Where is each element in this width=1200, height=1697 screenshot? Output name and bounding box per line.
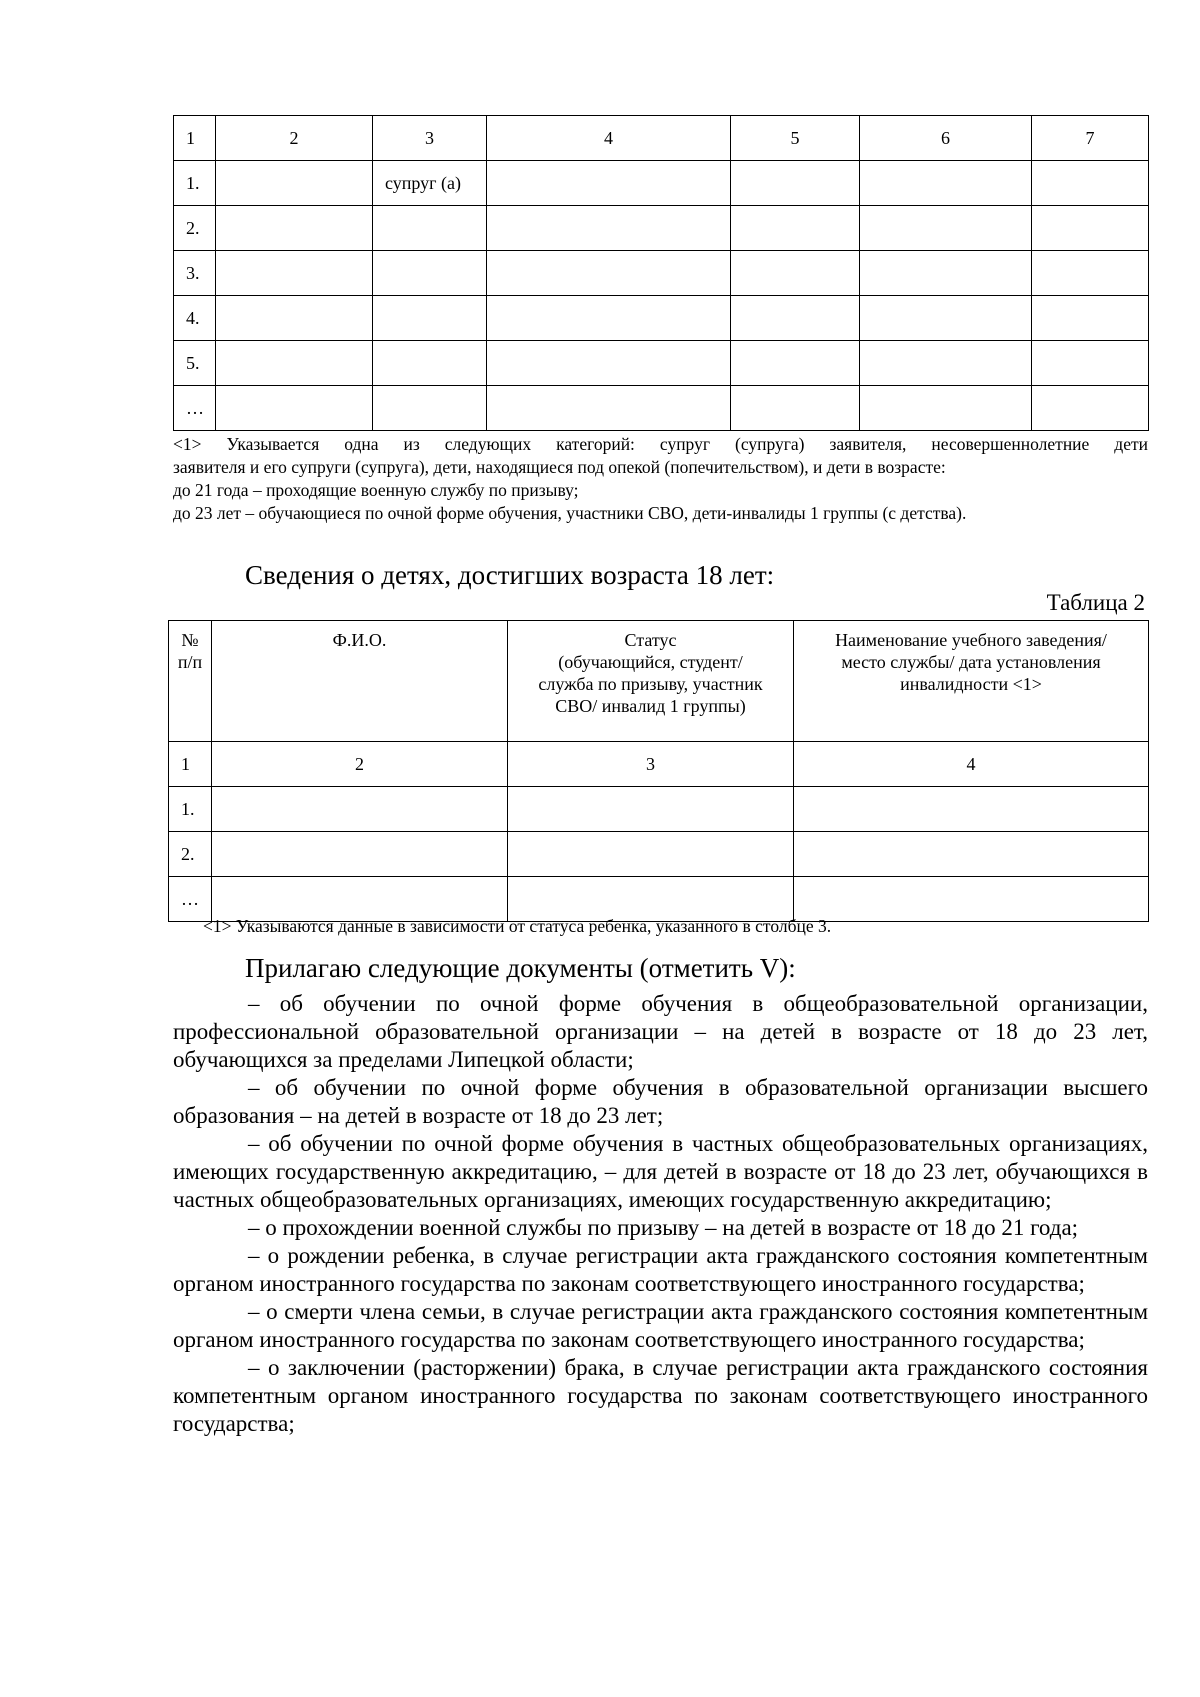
row-number: 4. [174,296,216,341]
table-cell[interactable] [212,832,508,877]
table1-header-cell: 5 [731,116,860,161]
table-cell[interactable] [1032,341,1149,386]
table2-number-cell: 4 [794,742,1149,787]
table1-header-cell: 2 [216,116,373,161]
table-cell[interactable] [216,161,373,206]
table-cell[interactable] [1032,296,1149,341]
table-cell[interactable] [216,206,373,251]
table1-header-cell: 4 [487,116,731,161]
table-cell[interactable] [860,161,1032,206]
table-cell[interactable] [508,787,794,832]
document-item: – об обучении по очной форме обучения в образовательной организации высшего образования – на детей в возрасте от 18 до 23 лет; [173,1075,1148,1128]
table-row [174,386,1149,431]
document-item: – о смерти члена семьи, в случае регистрации акта гражданского состояния компетентным органом иностранного государства по законам соответствующего иностранного государства; [173,1299,1148,1352]
table1-header-cell: 1 [174,116,216,161]
row-number: … [169,877,212,922]
section-heading-children: Сведения о детях, достигших возраста 18 лет: [245,560,775,590]
table2-header-cell: № п/п [169,621,212,742]
table-cell[interactable] [1032,161,1149,206]
table-cell[interactable] [1032,386,1149,431]
table-row [169,787,1149,832]
table-cell[interactable] [373,341,487,386]
table-row [174,206,1149,251]
document-item: – о рождении ребенка, в случае регистрации акта гражданского состояния компетентным органом иностранного государства по законам соответствующего иностранного государства; [173,1243,1148,1296]
table-cell[interactable] [508,877,794,922]
table-cell[interactable] [212,877,508,922]
table2-number-cell: 1 [169,742,212,787]
table-cell[interactable] [794,877,1149,922]
table-cell[interactable] [216,341,373,386]
footnote-line: до 21 года – проходящие военную службу по призыву; [173,480,579,500]
table1-header-cell: 7 [1032,116,1149,161]
row-number: 2. [174,206,216,251]
footnote-line: <1> Указывается одна из следующих категорий: супруг (супруга) заявителя, несовершеннолетние дети [173,434,1148,454]
table2-number-cell: 2 [212,742,508,787]
table-cell[interactable] [860,206,1032,251]
table-cell[interactable] [508,832,794,877]
table1-footnote [173,433,1148,525]
section-heading-documents: Прилагаю следующие документы (отметить V): [245,953,796,983]
document-item: – об обучении по очной форме обучения в общеобразовательной организации, профессиональной образовательной организации – на детей в возрасте от 18 до 23 лет, обучающихся за пределами Липецкой области; [173,991,1148,1072]
table-cell[interactable] [1032,251,1149,296]
table-cell[interactable] [216,386,373,431]
table1-header-cell: 6 [860,116,1032,161]
table-cell[interactable] [216,296,373,341]
table-cell[interactable] [373,296,487,341]
adult-children-table [168,620,1149,922]
table-cell[interactable] [487,251,731,296]
table-cell[interactable] [860,386,1032,431]
table2-header-cell: Ф.И.О. [212,621,508,742]
table-cell[interactable] [1032,206,1149,251]
table-cell[interactable] [731,161,860,206]
table-cell[interactable] [487,386,731,431]
table-cell[interactable] [860,251,1032,296]
table2-footnote: <1> Указываются данные в зависимости от статуса ребенка, указанного в столбце 3. [203,916,832,936]
table-row [174,341,1149,386]
table-row [169,832,1149,877]
document-item: – об обучении по очной форме обучения в частных общеобразовательных организациях, имеющих государственную аккредитацию, – для детей в возрасте от 18 до 23 лет, обучающихся в частных общеобразовательных организациях, имеющих государственную аккредитацию; [173,1131,1148,1212]
row-number: … [174,386,216,431]
table-cell[interactable] [731,341,860,386]
table2-number-cell: 3 [508,742,794,787]
table2-header-cell: Наименование учебного заведения/ место службы/ дата установления инвалидности <1> [794,621,1149,742]
table2-number-row [169,742,1149,787]
row-number: 2. [169,832,212,877]
table-cell[interactable] [212,787,508,832]
table-cell[interactable] [731,386,860,431]
table-cell[interactable] [487,161,731,206]
table2-header-row [169,621,1149,742]
table-cell[interactable] [794,832,1149,877]
table-cell[interactable] [731,296,860,341]
table-cell[interactable] [373,251,487,296]
table1-header-cell: 3 [373,116,487,161]
row-number: 1. [174,161,216,206]
footnote-line: до 23 лет – обучающиеся по очной форме обучения, участники СВО, дети-инвалиды 1 группы (с детства). [173,503,967,523]
row-number: 3. [174,251,216,296]
table-cell[interactable] [373,386,487,431]
table-label: Таблица 2 [1046,590,1145,615]
table-cell[interactable] [860,341,1032,386]
row-number: 1. [169,787,212,832]
table-cell[interactable] [794,787,1149,832]
table1-header-row [174,116,1149,161]
table-cell[interactable] [373,206,487,251]
documents-list [173,990,1148,1438]
family-members-table [173,115,1149,431]
table-row [174,251,1149,296]
document-item: – о прохождении военной службы по призыву – на детей в возрасте от 18 до 21 года; [248,1215,1079,1240]
table-cell[interactable] [860,296,1032,341]
table-row [174,161,1149,206]
table-cell[interactable] [731,251,860,296]
table-cell[interactable] [487,341,731,386]
table-cell[interactable]: супруг (а) [373,161,487,206]
document-item: – о заключении (расторжении) брака, в случае регистрации акта гражданского состояния компетентным органом иностранного государства по законам соответствующего иностранного государства; [173,1355,1148,1436]
table2-header-cell: Статус (обучающийся, студент/ служба по призыву, участник СВО/ инвалид 1 группы) [508,621,794,742]
footnote-line: заявителя и его супруги (супруга), дети, находящиеся под опекой (попечительством), и дети в возрасте: [173,457,946,477]
table-cell[interactable] [487,296,731,341]
table-cell[interactable] [487,206,731,251]
row-number: 5. [174,341,216,386]
table-row [169,877,1149,922]
table-row [174,296,1149,341]
table-cell[interactable] [216,251,373,296]
table-cell[interactable] [731,206,860,251]
